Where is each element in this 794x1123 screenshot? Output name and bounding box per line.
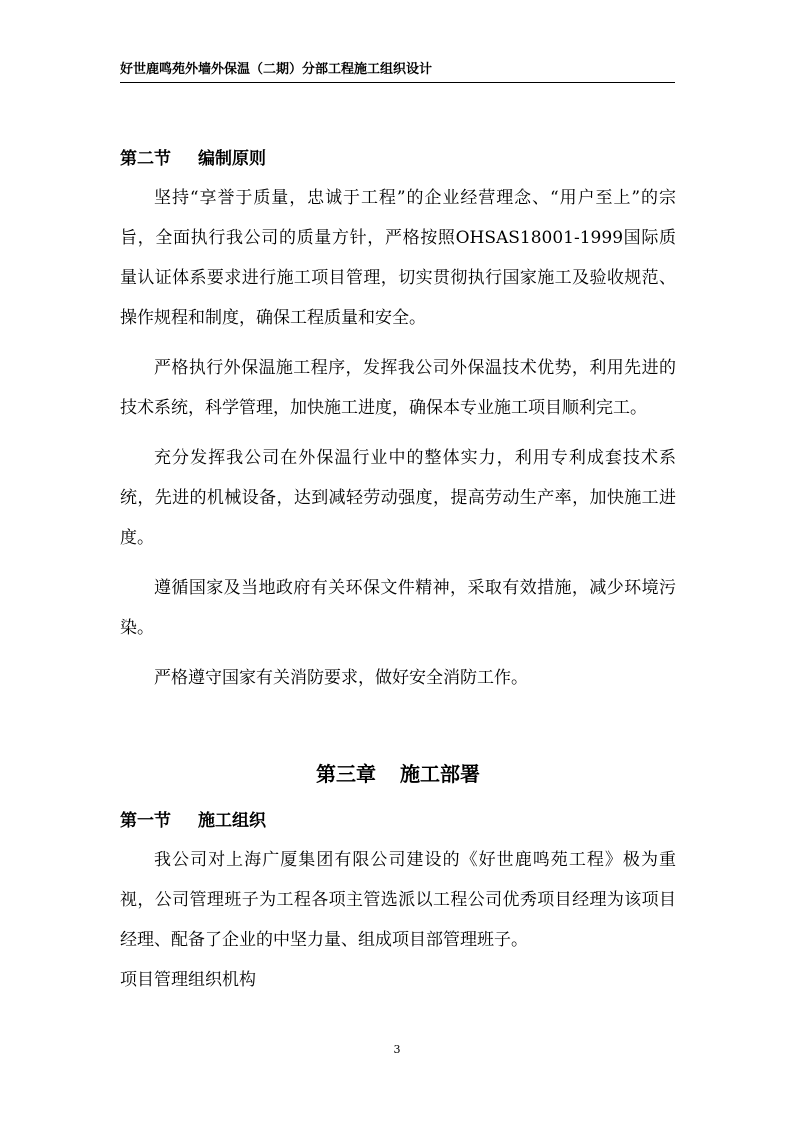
paragraph: 严格执行外保温施工程序，发挥我公司外保温技术优势，利用先进的技术系统，科学管理，加快施工进度，确保本专业施工项目顺利完工。 — [120, 358, 676, 418]
section-1-number: 第一节 — [120, 811, 171, 831]
section-1-title: 施工组织 — [198, 811, 266, 831]
chapter-3-number: 第三章 — [316, 762, 376, 786]
page-number: 3 — [393, 1043, 401, 1056]
paragraph: 充分发挥我公司在外保温行业中的整体实力，利用专利成套技术系统，先进的机械设备，达到减轻劳动强度，提高劳动生产率，加快施工进度。 — [120, 448, 676, 548]
running-header — [120, 58, 675, 83]
page-footer — [0, 1043, 794, 1056]
chapter-3-heading — [120, 754, 676, 794]
section-2-heading — [120, 140, 676, 178]
section-2-title: 编制原则 — [198, 149, 266, 169]
paragraph: 严格遵守国家有关消防要求，做好安全消防工作。 — [154, 668, 528, 688]
paragraph: 我公司对上海广厦集团有限公司建设的《好世鹿鸣苑工程》极为重视，公司管理班子为工程各项主管选派以工程公司优秀项目经理为该项目经理、配备了企业的中坚力量、组成项目部管理班子。 — [120, 850, 676, 950]
header-title: 好世鹿鸣苑外墙外保温（二期）分部工程施工组织设计 — [120, 62, 433, 77]
document-body — [120, 140, 676, 1000]
org-structure-label: 项目管理组织机构 — [120, 970, 256, 990]
paragraph: 遵循国家及当地政府有关环保文件精神，采取有效措施，减少环境污染。 — [120, 578, 676, 638]
section-1-heading — [120, 802, 676, 840]
paragraph: 坚持“享誉于质量，忠诚于工程”的企业经营理念、“用户至上”的宗旨，全面执行我公司的质量方针，严格按照OHSAS18001-1999国际质量认证体系要求进行施工项目管理，切实贯彻执行国家施工及验收规范、操作规程和制度，确保工程质量和安全。 — [120, 188, 676, 328]
chapter-3-title: 施工部署 — [400, 762, 480, 786]
section-2-number: 第二节 — [120, 149, 171, 169]
